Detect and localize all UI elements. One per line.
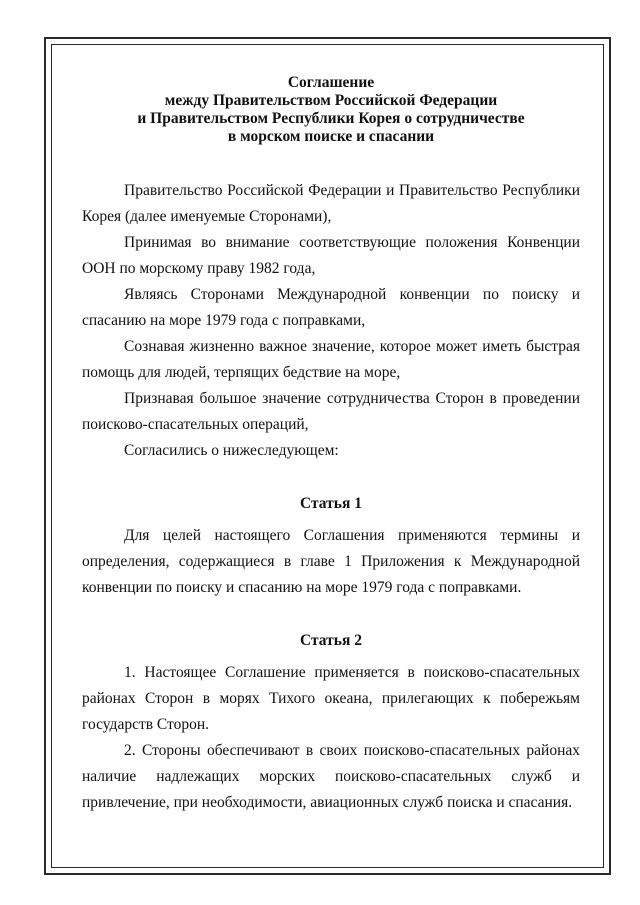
preamble-paragraph: Признавая большое значение сотрудничества Сторон в проведении поисково-спасательных операций, <box>82 390 580 433</box>
title-line: и Правительством Республики Корея о сотрудничестве <box>137 110 525 127</box>
preamble-paragraph: Согласились о нижеследующем: <box>124 442 339 459</box>
article-1-body <box>82 523 580 601</box>
article-paragraph: 1. Настоящее Соглашение применяется в поисково-спасательных районах Сторон в морях Тихого океана, прилегающих к побережьям государств Сторон. <box>82 664 580 733</box>
article-2-heading: Статья 2 <box>300 632 362 649</box>
title-line: Соглашение <box>287 74 375 91</box>
article-1-heading: Статья 1 <box>300 495 362 512</box>
preamble-paragraph: Правительство Российской Федерации и Правительство Республики Корея (далее именуемые Сторонами), <box>82 182 580 225</box>
article-paragraph: Для целей настоящего Соглашения применяются термины и определения, содержащиеся в главе 1 Приложения к Международной конвенции по поиску и спасанию на море 1979 года с поправками. <box>82 527 580 596</box>
preamble-paragraph: Принимая во внимание соответствующие положения Конвенции ООН по морскому праву 1982 года, <box>82 234 580 277</box>
document-body <box>82 74 580 816</box>
preamble-paragraph: Сознавая жизненно важное значение, которое может иметь быстрая помощь для людей, терпящих бедствие на море, <box>82 338 580 381</box>
preamble <box>82 178 580 464</box>
title-line: между Правительством Российской Федерации <box>164 92 498 109</box>
document-title <box>82 74 580 146</box>
preamble-paragraph: Являясь Сторонами Международной конвенции по поиску и спасанию на море 1979 года с поправками, <box>82 286 580 329</box>
article-2-body <box>82 660 580 816</box>
title-line: в морском поиске и спасании <box>227 128 435 145</box>
article-paragraph: 2. Стороны обеспечивают в своих поисково-спасательных районах наличие надлежащих морских поисково-спасательных служб и привлечение, при необходимости, авиационных служб поиска и спасания. <box>82 742 580 811</box>
